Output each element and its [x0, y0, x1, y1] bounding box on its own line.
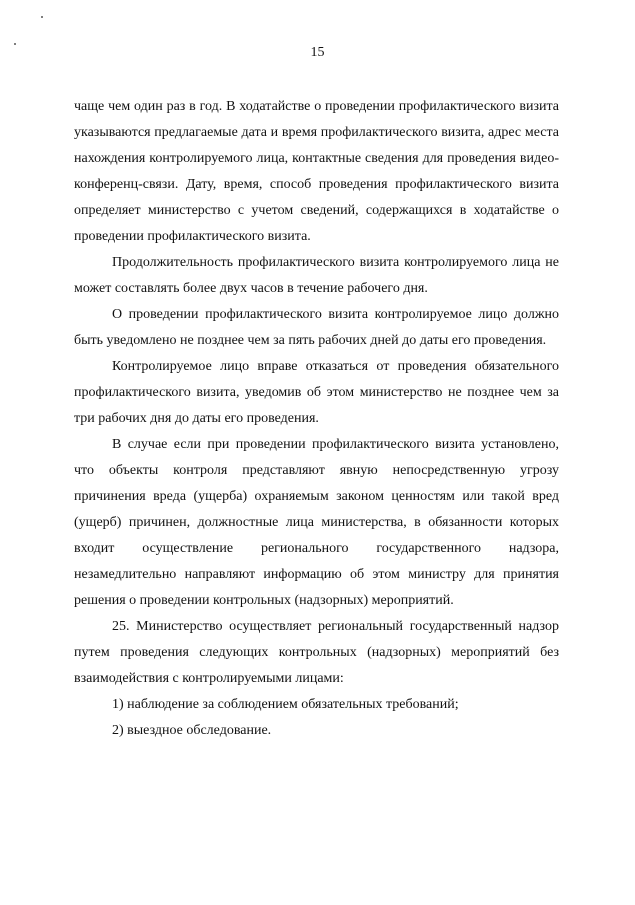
paragraph-visit-notice: О проведении профилактического визита контролируемое лицо должно быть уведомлено не позднее чем за пять рабочих дней до даты его проведения. — [74, 307, 559, 348]
page-number: 15 — [310, 45, 325, 60]
document-body — [74, 94, 559, 744]
list-item: 2) выездное обследование. — [112, 723, 272, 738]
scan-speck — [41, 16, 43, 18]
paragraph-visit-duration: Продолжительность профилактического визита контролируемого лица не может составлять более двух часов в течение рабочего дня. — [74, 255, 559, 296]
paragraph-section-25: 25. Министерство осуществляет региональный государственный надзор путем проведения следующих контрольных (надзорных) мероприятий без взаимодействия с контролируемыми лицами: — [74, 619, 559, 686]
paragraph-visit-refusal: Контролируемое лицо вправе отказаться от проведения обязательного профилактического визита, уведомив об этом министерство не позднее чем за три рабочих дня до даты его проведения. — [74, 359, 559, 426]
paragraph-visit-request: чаще чем один раз в год. В ходатайстве о проведении профилактического визита указываются предлагаемые дата и время профилактического визита, адрес места нахождения контролируемого лица, контактные сведения для проведения видео-конференц-связи. Дату, время, способ проведения профилактического визита определяет министерство с учетом сведений, содержащихся в ходатайстве о проведении профилактического визита. — [74, 99, 559, 244]
list-item: 1) наблюдение за соблюдением обязательных требований; — [112, 697, 459, 712]
paragraph-threat-case: В случае если при проведении профилактического визита установлено, что объекты контроля представляют явную непосредственную угрозу причинения вреда (ущерба) охраняемым законом ценностям или такой вред (ущерб) причинен, должностные лица министерства, в обязанности которых входит осуществление регионального государственного надзора, незамедлительно направляют информацию об этом министру для принятия решения о проведении контрольных (надзорных) мероприятий. — [74, 437, 559, 608]
